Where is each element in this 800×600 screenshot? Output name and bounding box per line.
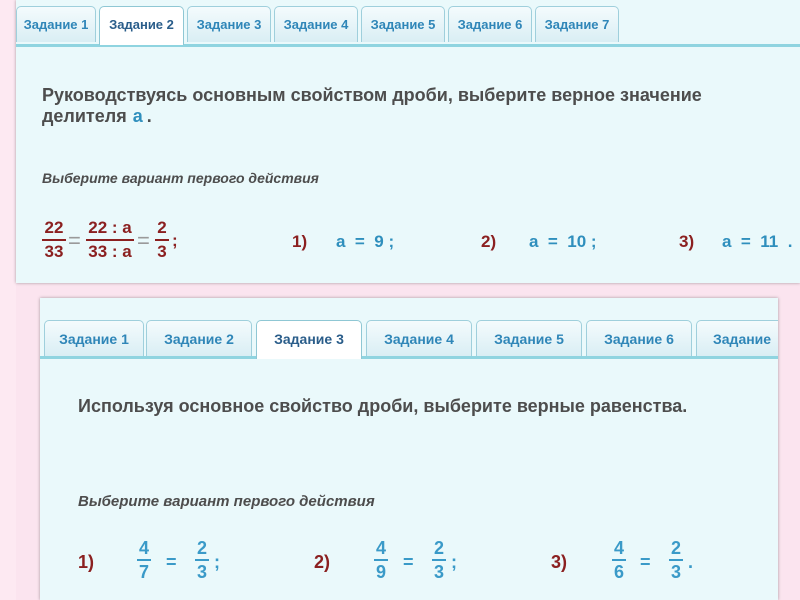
- fraction-numerator: 2: [670, 538, 681, 558]
- fraction-22-33: [42, 218, 66, 262]
- tab-task-5[interactable]: Задание 5: [361, 6, 445, 42]
- tab-task-5[interactable]: Задание 5: [476, 320, 582, 356]
- fraction-bar: [42, 239, 66, 241]
- subtitle: Выберите вариант первого действия: [42, 170, 319, 186]
- fraction-denominator: 7: [138, 562, 149, 582]
- fraction-left: [612, 538, 626, 582]
- question-text: Используя основное свойство дроби, выберите верные равенства.: [78, 396, 688, 416]
- fraction-denominator: 3: [670, 562, 681, 582]
- tab-task-4[interactable]: Задание 4: [366, 320, 472, 356]
- fraction-denominator: 3: [196, 562, 207, 582]
- tab-task-3[interactable]: Задание 3: [187, 6, 271, 42]
- fraction-numerator: 4: [375, 538, 386, 558]
- fraction-left: [374, 538, 388, 582]
- fraction-left: [137, 538, 151, 582]
- tab-task-6[interactable]: Задание 6: [448, 6, 532, 42]
- fraction-denominator: 3: [157, 242, 167, 261]
- fraction-right: [195, 538, 209, 582]
- fraction-numerator: 22: [44, 218, 64, 237]
- fraction-bar: [669, 559, 683, 561]
- fraction-numerator: 4: [138, 538, 149, 558]
- equals-sign: =: [640, 552, 651, 572]
- task-panel-top: [16, 0, 800, 283]
- fraction-bar: [195, 559, 209, 561]
- tab-task-2[interactable]: Задание 2: [99, 6, 184, 45]
- option-1-number: 1): [78, 552, 95, 572]
- equals-sign: =: [166, 552, 177, 572]
- option-1-answer[interactable]: а = 9 ;: [336, 232, 395, 251]
- option-3-answer[interactable]: а = 11 .: [722, 232, 793, 251]
- fraction-bar: [86, 239, 134, 241]
- fraction-numerator: 4: [613, 538, 624, 558]
- fraction-right: [432, 538, 446, 582]
- option-1-number: 1): [292, 232, 308, 251]
- fraction-bar: [612, 559, 626, 561]
- question-text: [42, 85, 800, 127]
- fraction-denominator: 9: [375, 562, 386, 582]
- option-2-number: 2): [314, 552, 331, 572]
- equals-sign: =: [403, 552, 414, 572]
- fraction-bar: [137, 559, 151, 561]
- tab-task-7[interactable]: Задание: [696, 320, 778, 356]
- tab-bar-top: [16, 0, 800, 47]
- tab-task-3[interactable]: Задание 3: [256, 320, 362, 359]
- tab-task-2[interactable]: Задание 2: [146, 320, 252, 356]
- fraction-22a-33a: [86, 218, 134, 262]
- semicolon: ;: [172, 231, 178, 250]
- option-3-number: 3): [551, 552, 568, 572]
- fraction-bar: [374, 559, 388, 561]
- tab-bar-bottom: [40, 308, 778, 359]
- task-panel-bottom: [40, 298, 778, 600]
- fraction-numerator: 2: [433, 538, 444, 558]
- tab-task-1[interactable]: Задание 1: [16, 6, 96, 42]
- question-variable: а: [132, 106, 143, 126]
- question-main: Руководствуясь основным свойством дроби, выберите верное значение делителя: [42, 85, 702, 126]
- option-end-mark: .: [688, 552, 694, 572]
- fraction-numerator: 22 : а: [88, 218, 132, 237]
- equals-sign: =: [68, 228, 81, 253]
- fraction-2-3: [155, 218, 169, 262]
- tab-task-6[interactable]: Задание 6: [586, 320, 692, 356]
- tab-task-4[interactable]: Задание 4: [274, 6, 358, 42]
- option-end-mark: ;: [451, 552, 457, 572]
- fraction-right: [669, 538, 683, 582]
- question-period: .: [146, 106, 152, 126]
- fraction-denominator: 33 : а: [88, 242, 132, 261]
- fraction-numerator: 2: [196, 538, 207, 558]
- tab-task-1[interactable]: Задание 1: [44, 320, 144, 356]
- subtitle: Выберите вариант первого действия: [78, 493, 375, 510]
- fraction-bar: [155, 239, 169, 241]
- fraction-denominator: 33: [44, 242, 64, 261]
- fraction-denominator: 3: [433, 562, 444, 582]
- slide-left-strip: [0, 0, 16, 600]
- option-2-answer[interactable]: а = 10 ;: [529, 232, 597, 251]
- equals-sign: =: [137, 228, 150, 253]
- fraction-denominator: 6: [613, 562, 624, 582]
- option-3-number: 3): [679, 232, 695, 251]
- tab-task-7[interactable]: Задание 7: [535, 6, 619, 42]
- fraction-numerator: 2: [157, 218, 167, 237]
- option-2-number: 2): [481, 232, 497, 251]
- option-end-mark: ;: [214, 552, 220, 572]
- fraction-bar: [432, 559, 446, 561]
